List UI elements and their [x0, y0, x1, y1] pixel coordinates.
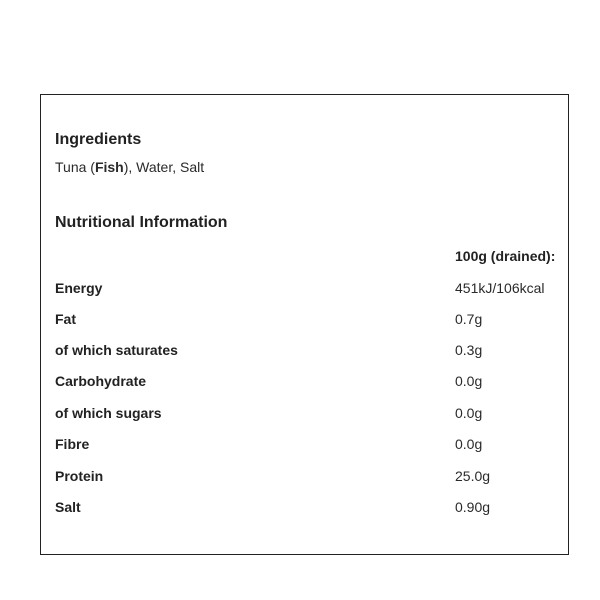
ingredients-list: [55, 159, 204, 175]
nutrition-row-energy: [41, 280, 568, 300]
nutrition-row-fat: [41, 311, 568, 331]
nutrient-label: Protein: [55, 468, 104, 484]
ingredients-text-after: ), Water, Salt: [123, 159, 205, 175]
nutrient-value: 0.0g: [455, 405, 483, 421]
nutrition-row-protein: [41, 468, 568, 488]
nutrient-label: Energy: [55, 280, 103, 296]
nutrient-label: Salt: [55, 499, 81, 515]
ingredients-text-before: Tuna (: [55, 159, 95, 175]
nutrition-title: Nutritional Information: [55, 214, 228, 231]
ingredients-title: Ingredients: [55, 131, 142, 148]
nutrient-label: of which saturates: [55, 342, 178, 358]
nutrition-row-salt: [41, 499, 568, 519]
nutrient-label: Fat: [55, 311, 76, 327]
nutrient-value: 0.3g: [455, 342, 483, 358]
nutrient-label: Carbohydrate: [55, 373, 147, 389]
nutrient-value: 0.90g: [455, 499, 491, 515]
nutrient-value: 25.0g: [455, 468, 491, 484]
nutrient-value: 0.0g: [455, 436, 483, 452]
nutrition-panel: [40, 94, 569, 555]
nutrition-column-header: 100g (drained):: [455, 248, 556, 264]
nutrition-row-sugars: [41, 405, 568, 425]
nutrient-value: 451kJ/106kcal: [455, 280, 545, 296]
nutrient-value: 0.7g: [455, 311, 483, 327]
nutrient-label: of which sugars: [55, 405, 162, 421]
nutrition-row-fibre: [41, 436, 568, 456]
nutrition-row-saturates: [41, 342, 568, 362]
nutrition-row-carbohydrate: [41, 373, 568, 393]
nutrient-label: Fibre: [55, 436, 90, 452]
nutrient-value: 0.0g: [455, 373, 483, 389]
ingredients-allergen: Fish: [94, 159, 124, 175]
